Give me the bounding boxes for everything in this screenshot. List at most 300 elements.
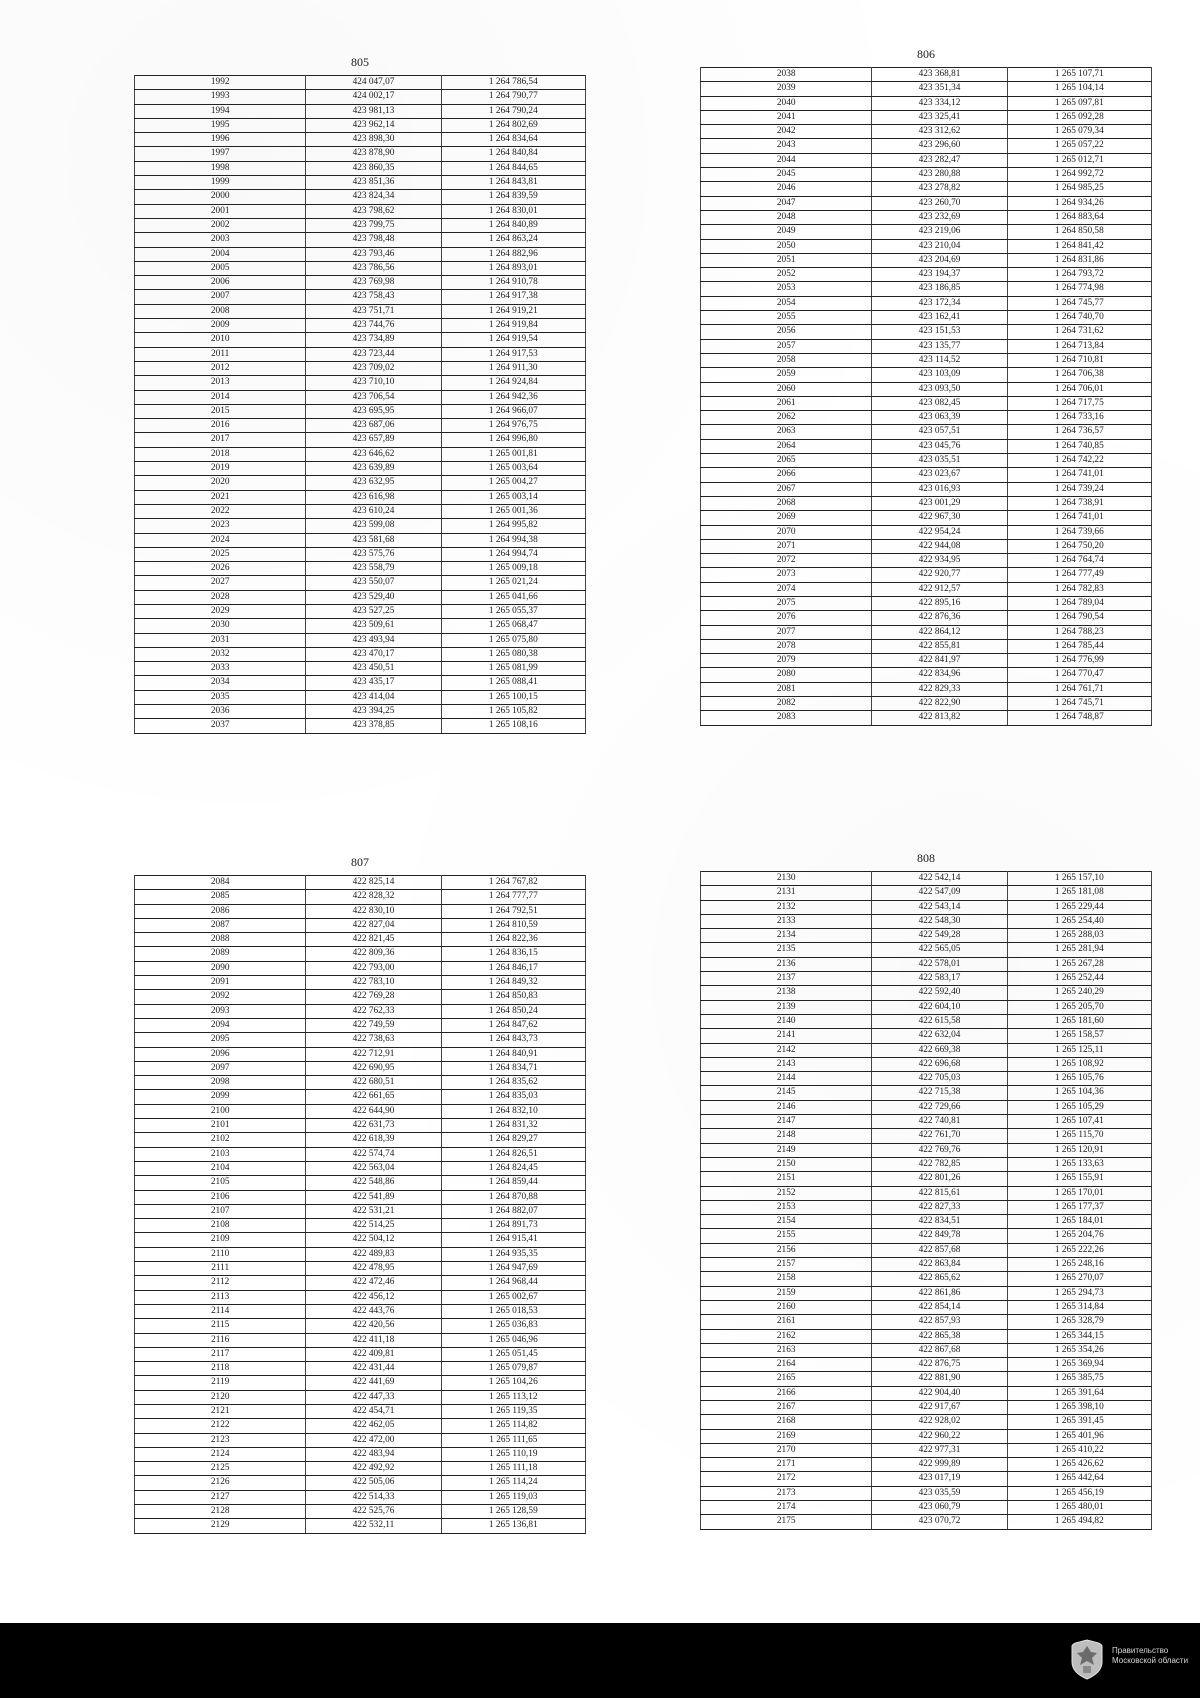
table-row bbox=[701, 396, 1152, 410]
y-coordinate-cell: 1 265 119,35 bbox=[441, 1404, 585, 1418]
point-number-cell: 2044 bbox=[701, 153, 872, 167]
x-coordinate-cell: 422 749,59 bbox=[306, 1018, 441, 1032]
point-number-cell: 2022 bbox=[135, 504, 306, 518]
point-number-cell: 2130 bbox=[701, 872, 872, 886]
table-row bbox=[135, 1290, 586, 1304]
y-coordinate-cell: 1 264 966,07 bbox=[441, 404, 585, 418]
table-row bbox=[135, 1276, 586, 1290]
y-coordinate-cell: 1 264 829,27 bbox=[441, 1133, 585, 1147]
y-coordinate-cell: 1 264 947,69 bbox=[441, 1262, 585, 1276]
table-row bbox=[701, 296, 1152, 310]
point-number-cell: 2041 bbox=[701, 110, 872, 124]
y-coordinate-cell: 1 264 919,84 bbox=[441, 319, 585, 333]
table-row bbox=[701, 872, 1152, 886]
x-coordinate-cell: 423 045,76 bbox=[872, 439, 1007, 453]
y-coordinate-cell: 1 265 057,22 bbox=[1007, 139, 1151, 153]
table-row bbox=[701, 411, 1152, 425]
x-coordinate-cell: 423 744,76 bbox=[306, 319, 441, 333]
y-coordinate-cell: 1 264 831,32 bbox=[441, 1119, 585, 1133]
x-coordinate-cell: 423 981,13 bbox=[306, 104, 441, 118]
point-number-cell: 2004 bbox=[135, 247, 306, 261]
point-number-cell: 2162 bbox=[701, 1329, 872, 1343]
y-coordinate-cell: 1 264 738,91 bbox=[1007, 496, 1151, 510]
y-coordinate-cell: 1 265 442,64 bbox=[1007, 1472, 1151, 1486]
point-number-cell: 2153 bbox=[701, 1200, 872, 1214]
table-row bbox=[701, 1215, 1152, 1229]
coordinates-table bbox=[134, 875, 586, 1534]
table-row bbox=[701, 1229, 1152, 1243]
table-row bbox=[135, 419, 586, 433]
point-number-cell: 2056 bbox=[701, 325, 872, 339]
point-number-cell: 2124 bbox=[135, 1447, 306, 1461]
table-row bbox=[135, 490, 586, 504]
y-coordinate-cell: 1 264 994,38 bbox=[441, 533, 585, 547]
point-number-cell: 2108 bbox=[135, 1219, 306, 1233]
x-coordinate-cell: 423 695,95 bbox=[306, 404, 441, 418]
x-coordinate-cell: 422 809,36 bbox=[306, 947, 441, 961]
point-number-cell: 2164 bbox=[701, 1358, 872, 1372]
x-coordinate-cell: 422 696,68 bbox=[872, 1057, 1007, 1071]
table-row bbox=[135, 1219, 586, 1233]
point-number-cell: 2163 bbox=[701, 1343, 872, 1357]
table-row bbox=[135, 104, 586, 118]
point-number-cell: 2154 bbox=[701, 1215, 872, 1229]
table-row bbox=[135, 176, 586, 190]
point-number-cell: 1993 bbox=[135, 90, 306, 104]
point-number-cell: 2069 bbox=[701, 511, 872, 525]
x-coordinate-cell: 423 035,51 bbox=[872, 454, 1007, 468]
x-coordinate-cell: 422 454,71 bbox=[306, 1404, 441, 1418]
x-coordinate-cell: 423 550,07 bbox=[306, 576, 441, 590]
point-number-cell: 2073 bbox=[701, 568, 872, 582]
y-coordinate-cell: 1 265 344,15 bbox=[1007, 1329, 1151, 1343]
point-number-cell: 2060 bbox=[701, 382, 872, 396]
x-coordinate-cell: 422 917,67 bbox=[872, 1400, 1007, 1414]
table-row bbox=[135, 1505, 586, 1519]
x-coordinate-cell: 423 758,43 bbox=[306, 290, 441, 304]
y-coordinate-cell: 1 265 097,81 bbox=[1007, 96, 1151, 110]
table-row bbox=[135, 1476, 586, 1490]
point-number-cell: 2002 bbox=[135, 218, 306, 232]
table-row bbox=[701, 239, 1152, 253]
y-coordinate-cell: 1 264 849,32 bbox=[441, 976, 585, 990]
y-coordinate-cell: 1 265 105,82 bbox=[441, 705, 585, 719]
point-number-cell: 2172 bbox=[701, 1472, 872, 1486]
point-number-cell: 2035 bbox=[135, 690, 306, 704]
table-row bbox=[701, 1286, 1152, 1300]
table-row bbox=[135, 947, 586, 961]
x-coordinate-cell: 423 186,85 bbox=[872, 282, 1007, 296]
y-coordinate-cell: 1 264 882,96 bbox=[441, 247, 585, 261]
point-number-cell: 2080 bbox=[701, 668, 872, 682]
point-number-cell: 2011 bbox=[135, 347, 306, 361]
x-coordinate-cell: 423 493,94 bbox=[306, 633, 441, 647]
table-row bbox=[135, 304, 586, 318]
point-number-cell: 2032 bbox=[135, 647, 306, 661]
y-coordinate-cell: 1 264 774,98 bbox=[1007, 282, 1151, 296]
point-number-cell: 2042 bbox=[701, 125, 872, 139]
y-coordinate-cell: 1 265 128,59 bbox=[441, 1505, 585, 1519]
x-coordinate-cell: 422 644,90 bbox=[306, 1104, 441, 1118]
table-row bbox=[701, 682, 1152, 696]
table-row bbox=[701, 268, 1152, 282]
point-number-cell: 2102 bbox=[135, 1133, 306, 1147]
point-number-cell: 2133 bbox=[701, 914, 872, 928]
point-number-cell: 2158 bbox=[701, 1272, 872, 1286]
point-number-cell: 2101 bbox=[135, 1119, 306, 1133]
table-row bbox=[135, 133, 586, 147]
x-coordinate-cell: 422 615,58 bbox=[872, 1014, 1007, 1028]
x-coordinate-cell: 422 815,61 bbox=[872, 1186, 1007, 1200]
y-coordinate-cell: 1 265 354,26 bbox=[1007, 1343, 1151, 1357]
x-coordinate-cell: 423 334,12 bbox=[872, 96, 1007, 110]
table-row bbox=[701, 1029, 1152, 1043]
table-row bbox=[701, 325, 1152, 339]
x-coordinate-cell: 422 565,05 bbox=[872, 943, 1007, 957]
table-row bbox=[135, 462, 586, 476]
x-coordinate-cell: 422 876,36 bbox=[872, 611, 1007, 625]
y-coordinate-cell: 1 264 824,45 bbox=[441, 1161, 585, 1175]
table-row bbox=[701, 1358, 1152, 1372]
y-coordinate-cell: 1 264 706,38 bbox=[1007, 368, 1151, 382]
x-coordinate-cell: 422 857,68 bbox=[872, 1243, 1007, 1257]
point-number-cell: 2131 bbox=[701, 886, 872, 900]
table-row bbox=[135, 476, 586, 490]
x-coordinate-cell: 422 441,69 bbox=[306, 1376, 441, 1390]
point-number-cell: 2114 bbox=[135, 1304, 306, 1318]
x-coordinate-cell: 423 450,51 bbox=[306, 662, 441, 676]
point-number-cell: 2105 bbox=[135, 1176, 306, 1190]
x-coordinate-cell: 423 312,62 bbox=[872, 125, 1007, 139]
x-coordinate-cell: 423 793,46 bbox=[306, 247, 441, 261]
x-coordinate-cell: 422 813,82 bbox=[872, 711, 1007, 725]
table-row bbox=[135, 376, 586, 390]
y-coordinate-cell: 1 264 761,71 bbox=[1007, 682, 1151, 696]
point-number-cell: 2126 bbox=[135, 1476, 306, 1490]
table-row bbox=[701, 1329, 1152, 1343]
point-number-cell: 2068 bbox=[701, 496, 872, 510]
y-coordinate-cell: 1 265 051,45 bbox=[441, 1347, 585, 1361]
x-coordinate-cell: 422 447,33 bbox=[306, 1390, 441, 1404]
table-row bbox=[701, 110, 1152, 124]
x-coordinate-cell: 423 851,36 bbox=[306, 176, 441, 190]
y-coordinate-cell: 1 264 839,59 bbox=[441, 190, 585, 204]
point-number-cell: 2166 bbox=[701, 1386, 872, 1400]
table-row bbox=[701, 1501, 1152, 1515]
table-row bbox=[135, 1304, 586, 1318]
x-coordinate-cell: 423 751,71 bbox=[306, 304, 441, 318]
y-coordinate-cell: 1 265 177,37 bbox=[1007, 1200, 1151, 1214]
x-coordinate-cell: 422 631,73 bbox=[306, 1119, 441, 1133]
table-row bbox=[701, 1000, 1152, 1014]
point-number-cell: 2107 bbox=[135, 1204, 306, 1218]
y-coordinate-cell: 1 265 046,96 bbox=[441, 1333, 585, 1347]
y-coordinate-cell: 1 265 426,62 bbox=[1007, 1458, 1151, 1472]
point-number-cell: 2021 bbox=[135, 490, 306, 504]
x-coordinate-cell: 422 548,30 bbox=[872, 914, 1007, 928]
point-number-cell: 2017 bbox=[135, 433, 306, 447]
x-coordinate-cell: 422 769,76 bbox=[872, 1143, 1007, 1157]
table-row bbox=[135, 333, 586, 347]
x-coordinate-cell: 422 543,14 bbox=[872, 900, 1007, 914]
point-number-cell: 2028 bbox=[135, 590, 306, 604]
point-number-cell: 2090 bbox=[135, 961, 306, 975]
x-coordinate-cell: 423 575,76 bbox=[306, 547, 441, 561]
x-coordinate-cell: 423 962,14 bbox=[306, 118, 441, 132]
table-row bbox=[701, 525, 1152, 539]
point-number-cell: 2109 bbox=[135, 1233, 306, 1247]
table-row bbox=[135, 976, 586, 990]
point-number-cell: 2012 bbox=[135, 361, 306, 375]
y-coordinate-cell: 1 264 847,62 bbox=[441, 1018, 585, 1032]
y-coordinate-cell: 1 264 834,71 bbox=[441, 1061, 585, 1075]
table-row bbox=[701, 1300, 1152, 1314]
point-number-cell: 2146 bbox=[701, 1100, 872, 1114]
table-row bbox=[701, 282, 1152, 296]
table-row bbox=[701, 668, 1152, 682]
table-row bbox=[135, 876, 586, 890]
table-row bbox=[701, 886, 1152, 900]
x-coordinate-cell: 422 483,94 bbox=[306, 1447, 441, 1461]
coordinates-table bbox=[134, 75, 586, 734]
y-coordinate-cell: 1 265 105,29 bbox=[1007, 1100, 1151, 1114]
point-number-cell: 2065 bbox=[701, 454, 872, 468]
point-number-cell: 2150 bbox=[701, 1157, 872, 1171]
y-coordinate-cell: 1 264 790,77 bbox=[441, 90, 585, 104]
table-row bbox=[701, 1043, 1152, 1057]
point-number-cell: 2085 bbox=[135, 890, 306, 904]
point-number-cell: 2128 bbox=[135, 1505, 306, 1519]
y-coordinate-cell: 1 264 835,03 bbox=[441, 1090, 585, 1104]
table-row bbox=[701, 625, 1152, 639]
table-row bbox=[135, 1390, 586, 1404]
y-coordinate-cell: 1 264 934,26 bbox=[1007, 196, 1151, 210]
table-row bbox=[701, 1129, 1152, 1143]
y-coordinate-cell: 1 265 104,36 bbox=[1007, 1086, 1151, 1100]
y-coordinate-cell: 1 264 915,41 bbox=[441, 1233, 585, 1247]
x-coordinate-cell: 422 977,31 bbox=[872, 1443, 1007, 1457]
y-coordinate-cell: 1 265 113,12 bbox=[441, 1390, 585, 1404]
x-coordinate-cell: 423 509,61 bbox=[306, 619, 441, 633]
table-row bbox=[135, 1204, 586, 1218]
y-coordinate-cell: 1 264 935,35 bbox=[441, 1247, 585, 1261]
y-coordinate-cell: 1 265 079,87 bbox=[441, 1362, 585, 1376]
table-row bbox=[135, 1247, 586, 1261]
y-coordinate-cell: 1 265 115,70 bbox=[1007, 1129, 1151, 1143]
table-row bbox=[701, 1200, 1152, 1214]
point-number-cell: 2045 bbox=[701, 168, 872, 182]
y-coordinate-cell: 1 264 994,74 bbox=[441, 547, 585, 561]
x-coordinate-cell: 422 729,66 bbox=[872, 1100, 1007, 1114]
x-coordinate-cell: 422 830,10 bbox=[306, 904, 441, 918]
table-row bbox=[701, 1115, 1152, 1129]
point-number-cell: 2046 bbox=[701, 182, 872, 196]
y-coordinate-cell: 1 264 717,75 bbox=[1007, 396, 1151, 410]
x-coordinate-cell: 422 462,05 bbox=[306, 1419, 441, 1433]
y-coordinate-cell: 1 264 834,64 bbox=[441, 133, 585, 147]
table-row bbox=[701, 153, 1152, 167]
point-number-cell: 2026 bbox=[135, 562, 306, 576]
y-coordinate-cell: 1 264 841,42 bbox=[1007, 239, 1151, 253]
x-coordinate-cell: 422 669,38 bbox=[872, 1043, 1007, 1057]
y-coordinate-cell: 1 265 136,81 bbox=[441, 1519, 585, 1533]
x-coordinate-cell: 422 548,86 bbox=[306, 1176, 441, 1190]
y-coordinate-cell: 1 264 840,91 bbox=[441, 1047, 585, 1061]
point-number-cell: 2119 bbox=[135, 1376, 306, 1390]
y-coordinate-cell: 1 265 270,07 bbox=[1007, 1272, 1151, 1286]
y-coordinate-cell: 1 265 111,18 bbox=[441, 1462, 585, 1476]
point-number-cell: 2037 bbox=[135, 719, 306, 733]
table-row bbox=[701, 1258, 1152, 1272]
y-coordinate-cell: 1 265 205,70 bbox=[1007, 1000, 1151, 1014]
table-row bbox=[701, 482, 1152, 496]
table-row bbox=[701, 1458, 1152, 1472]
x-coordinate-cell: 422 829,33 bbox=[872, 682, 1007, 696]
x-coordinate-cell: 422 876,75 bbox=[872, 1358, 1007, 1372]
y-coordinate-cell: 1 264 850,58 bbox=[1007, 225, 1151, 239]
y-coordinate-cell: 1 265 314,84 bbox=[1007, 1300, 1151, 1314]
point-number-cell: 2047 bbox=[701, 196, 872, 210]
point-number-cell: 2015 bbox=[135, 404, 306, 418]
x-coordinate-cell: 422 928,02 bbox=[872, 1415, 1007, 1429]
y-coordinate-cell: 1 264 995,82 bbox=[441, 519, 585, 533]
table-row bbox=[701, 957, 1152, 971]
x-coordinate-cell: 422 525,76 bbox=[306, 1505, 441, 1519]
point-number-cell: 1996 bbox=[135, 133, 306, 147]
table-row bbox=[135, 1004, 586, 1018]
table-row bbox=[701, 1343, 1152, 1357]
x-coordinate-cell: 422 762,33 bbox=[306, 1004, 441, 1018]
coat-of-arms-icon bbox=[1070, 1638, 1104, 1680]
x-coordinate-cell: 422 867,68 bbox=[872, 1343, 1007, 1357]
page-number: 808 bbox=[917, 851, 935, 865]
x-coordinate-cell: 423 529,40 bbox=[306, 590, 441, 604]
point-number-cell: 2132 bbox=[701, 900, 872, 914]
table-row bbox=[701, 654, 1152, 668]
x-coordinate-cell: 423 057,51 bbox=[872, 425, 1007, 439]
point-number-cell: 2113 bbox=[135, 1290, 306, 1304]
point-number-cell: 2049 bbox=[701, 225, 872, 239]
x-coordinate-cell: 422 865,62 bbox=[872, 1272, 1007, 1286]
table-row bbox=[701, 253, 1152, 267]
point-number-cell: 2038 bbox=[701, 68, 872, 82]
point-number-cell: 2121 bbox=[135, 1404, 306, 1418]
table-row bbox=[701, 1243, 1152, 1257]
table-row bbox=[135, 233, 586, 247]
point-number-cell: 1995 bbox=[135, 118, 306, 132]
table-row bbox=[135, 447, 586, 461]
table-row bbox=[135, 404, 586, 418]
y-coordinate-cell: 1 264 836,15 bbox=[441, 947, 585, 961]
table-row bbox=[135, 533, 586, 547]
point-number-cell: 2036 bbox=[135, 705, 306, 719]
point-number-cell: 2100 bbox=[135, 1104, 306, 1118]
point-number-cell: 2143 bbox=[701, 1057, 872, 1071]
y-coordinate-cell: 1 264 822,36 bbox=[441, 933, 585, 947]
table-row bbox=[701, 1515, 1152, 1529]
table-row bbox=[701, 900, 1152, 914]
table-row bbox=[135, 1233, 586, 1247]
y-coordinate-cell: 1 265 110,19 bbox=[441, 1447, 585, 1461]
point-number-cell: 1992 bbox=[135, 76, 306, 90]
x-coordinate-cell: 423 632,95 bbox=[306, 476, 441, 490]
table-row bbox=[701, 986, 1152, 1000]
x-coordinate-cell: 423 646,62 bbox=[306, 447, 441, 461]
x-coordinate-cell: 423 798,62 bbox=[306, 204, 441, 218]
y-coordinate-cell: 1 265 254,40 bbox=[1007, 914, 1151, 928]
point-number-cell: 2033 bbox=[135, 662, 306, 676]
point-number-cell: 2023 bbox=[135, 519, 306, 533]
point-number-cell: 2077 bbox=[701, 625, 872, 639]
y-coordinate-cell: 1 264 731,62 bbox=[1007, 325, 1151, 339]
y-coordinate-cell: 1 264 893,01 bbox=[441, 261, 585, 275]
y-coordinate-cell: 1 265 081,99 bbox=[441, 662, 585, 676]
x-coordinate-cell: 422 505,06 bbox=[306, 1476, 441, 1490]
table-row bbox=[135, 676, 586, 690]
footer-bar bbox=[0, 1623, 1200, 1698]
x-coordinate-cell: 422 920,77 bbox=[872, 568, 1007, 582]
x-coordinate-cell: 422 492,92 bbox=[306, 1462, 441, 1476]
x-coordinate-cell: 422 801,26 bbox=[872, 1172, 1007, 1186]
x-coordinate-cell: 422 864,12 bbox=[872, 625, 1007, 639]
table-row bbox=[701, 1272, 1152, 1286]
x-coordinate-cell: 422 489,83 bbox=[306, 1247, 441, 1261]
y-coordinate-cell: 1 264 863,24 bbox=[441, 233, 585, 247]
y-coordinate-cell: 1 265 079,34 bbox=[1007, 125, 1151, 139]
table-row bbox=[135, 961, 586, 975]
table-row bbox=[135, 1147, 586, 1161]
y-coordinate-cell: 1 264 745,71 bbox=[1007, 697, 1151, 711]
table-row bbox=[701, 596, 1152, 610]
x-coordinate-cell: 423 368,81 bbox=[872, 68, 1007, 82]
table-row bbox=[701, 468, 1152, 482]
y-coordinate-cell: 1 264 786,54 bbox=[441, 76, 585, 90]
table-row bbox=[135, 161, 586, 175]
x-coordinate-cell: 423 657,89 bbox=[306, 433, 441, 447]
y-coordinate-cell: 1 265 068,47 bbox=[441, 619, 585, 633]
point-number-cell: 2029 bbox=[135, 604, 306, 618]
x-coordinate-cell: 422 563,04 bbox=[306, 1161, 441, 1175]
y-coordinate-cell: 1 264 850,24 bbox=[441, 1004, 585, 1018]
x-coordinate-cell: 423 093,50 bbox=[872, 382, 1007, 396]
point-number-cell: 2006 bbox=[135, 276, 306, 290]
table-row bbox=[135, 361, 586, 375]
point-number-cell: 2175 bbox=[701, 1515, 872, 1529]
point-number-cell: 2103 bbox=[135, 1147, 306, 1161]
point-number-cell: 2066 bbox=[701, 468, 872, 482]
table-row bbox=[701, 943, 1152, 957]
point-number-cell: 2078 bbox=[701, 639, 872, 653]
y-coordinate-cell: 1 264 830,01 bbox=[441, 204, 585, 218]
x-coordinate-cell: 422 960,22 bbox=[872, 1429, 1007, 1443]
point-number-cell: 2097 bbox=[135, 1061, 306, 1075]
y-coordinate-cell: 1 264 846,17 bbox=[441, 961, 585, 975]
y-coordinate-cell: 1 265 021,24 bbox=[441, 576, 585, 590]
point-number-cell: 1997 bbox=[135, 147, 306, 161]
x-coordinate-cell: 423 296,60 bbox=[872, 139, 1007, 153]
y-coordinate-cell: 1 264 741,01 bbox=[1007, 468, 1151, 482]
x-coordinate-cell: 422 827,33 bbox=[872, 1200, 1007, 1214]
x-coordinate-cell: 423 204,69 bbox=[872, 253, 1007, 267]
y-coordinate-cell: 1 264 788,23 bbox=[1007, 625, 1151, 639]
point-number-cell: 2098 bbox=[135, 1076, 306, 1090]
x-coordinate-cell: 422 411,18 bbox=[306, 1333, 441, 1347]
point-number-cell: 2000 bbox=[135, 190, 306, 204]
point-number-cell: 2076 bbox=[701, 611, 872, 625]
x-coordinate-cell: 422 690,95 bbox=[306, 1061, 441, 1075]
x-coordinate-cell: 422 680,51 bbox=[306, 1076, 441, 1090]
x-coordinate-cell: 422 478,95 bbox=[306, 1262, 441, 1276]
